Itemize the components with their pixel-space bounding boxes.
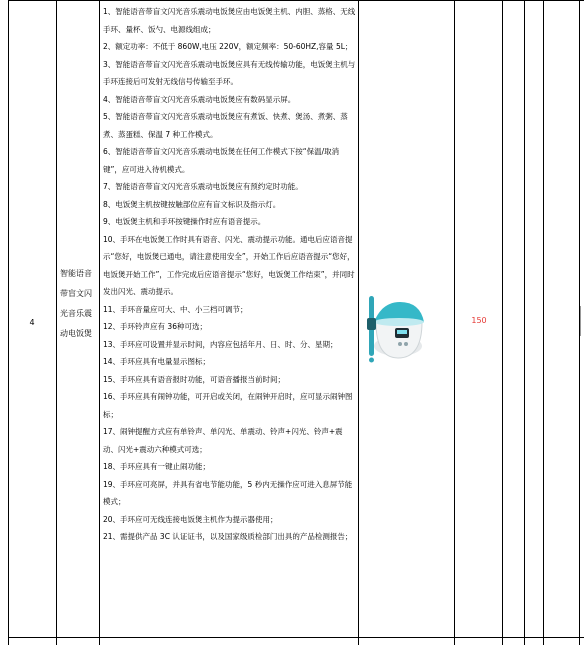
column-divider	[56, 0, 57, 645]
spec-line: 19、手环应可亮屏，并具有省电节能功能，5 秒内无操作应可进入息屏节能模式；	[103, 479, 353, 506]
spec-line: 5、智能语音带盲文闪光音乐震动电饭煲应有煮饭、快煮、煲汤、煮粥、蒸煮、蒸蛋糕、保温 7 种工作模式。	[103, 112, 348, 139]
product-name: 智能语音带盲文闪光音乐震动电饭煲	[60, 269, 92, 338]
spec-line: 9、电饭煲主机和手环按键操作时应有语音提示。	[103, 217, 266, 226]
page-edge-mark	[580, 306, 584, 336]
column-divider	[502, 0, 503, 645]
spec-line: 18、手环应具有一键止闹功能；	[103, 462, 211, 471]
spec-line: 15、手环应具有语音报时功能，可语音播报当前时间；	[103, 374, 286, 384]
spec-line: 7、智能语音带盲文闪光音乐震动电饭煲应有预约定时功能。	[103, 182, 303, 191]
row-number: 4	[29, 318, 35, 327]
product-photo	[362, 288, 432, 368]
spec-line: 1、智能语音带盲文闪光音乐震动电饭煲应由电饭煲主机、内胆、蒸格、无线手环、量杯、饭勺、电源线组成；	[103, 7, 356, 34]
spec-line: 12、手环铃声应有 36种可选；	[103, 322, 207, 331]
spec-list	[103, 3, 357, 546]
spec-line: 6、智能语音带盲文闪光音乐震动电饭煲在任何工作模式下按“保温/取消键”，应可进入待机模式。	[103, 147, 340, 174]
row-top-border	[8, 0, 584, 1]
column-divider	[454, 0, 455, 645]
spec-line: 3、智能语音带盲文闪光音乐震动电饭煲应具有无线传输功能，电饭煲主机与手环连接后可发射无线信号传输至手环。	[103, 59, 356, 86]
spec-line: 11、手环音量应可大、中、小三档可调节；	[103, 304, 248, 314]
spec-line: 17、闹钟提醒方式应有单铃声、单闪光、单震动、铃声+闪光、铃声+震动、闪光+震动六种模式可选；	[103, 427, 343, 454]
column-divider	[358, 0, 359, 645]
spec-line: 8、电饭煲主机按键按触部位应有盲文标识及指示灯。	[103, 199, 281, 209]
spec-line: 2、额定功率：不低于 860W,电压 220V，额定频率：50-60HZ,容量 5L；	[103, 42, 353, 51]
spec-line: 10、手环在电饭煲工作时具有语音、闪光、震动提示功能。通电后应语音提示“您好，电饭煲已通电，请注意使用安全”，开始工作后应语音提示“您好，电饭煲开始工作”，工作完成后应语音提示“您好，电饭煲工作结束”，并同时发出闪光、震动提示。	[103, 234, 355, 296]
column-divider	[99, 0, 100, 645]
column-divider	[543, 0, 544, 645]
row-bottom-border	[8, 637, 584, 638]
column-divider	[524, 0, 525, 645]
spec-line: 21、需提供产品 3C 认证证书，以及国家级质检部门出具的产品检测报告；	[103, 532, 353, 541]
spec-line: 13、手环应可设置并显示时间，内容应包括年月、日、时、分、星期；	[103, 339, 338, 349]
spec-line: 16、手环应具有闹钟功能，可开启或关闭，在闹钟开启时，应可显示闹钟图标；	[103, 392, 353, 419]
spec-line: 14、手环应具有电量显示图标；	[103, 357, 211, 366]
quantity-value: 150	[471, 316, 487, 325]
table-frame	[8, 0, 584, 645]
spec-line: 4、智能语音带盲文闪光音乐震动电饭煲应有数码显示屏。	[103, 94, 296, 104]
spec-line: 20、手环应可无线连接电饭煲主机作为提示器使用；	[103, 514, 278, 524]
